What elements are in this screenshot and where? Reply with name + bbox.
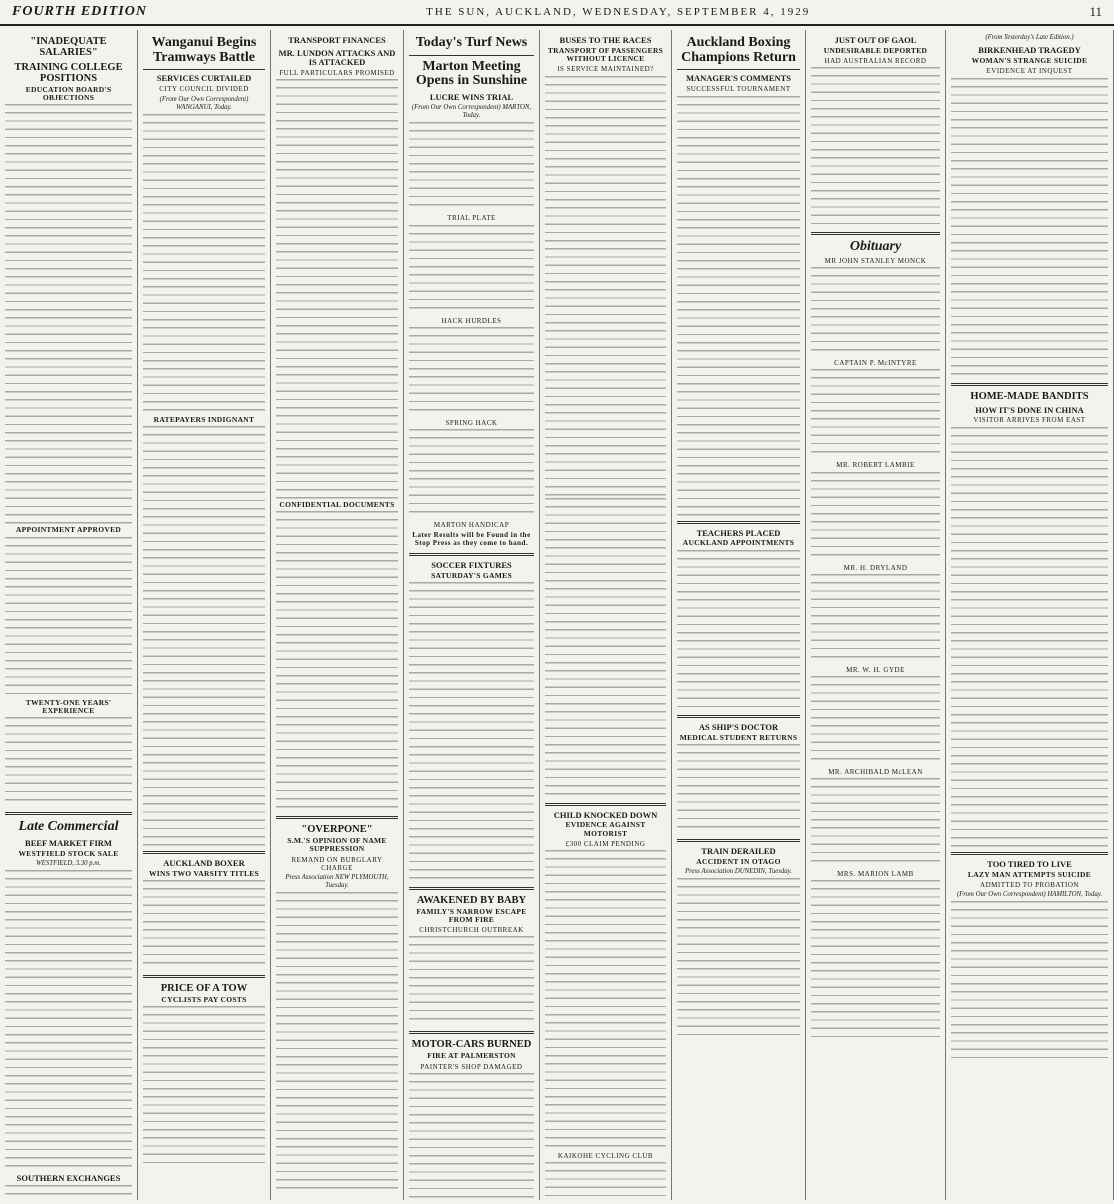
article-body <box>5 537 132 697</box>
article-body <box>677 878 800 1038</box>
caption: EVIDENCE AT INQUEST <box>986 67 1073 76</box>
headline: TRAIN DERAILED <box>701 845 776 856</box>
section-head: RATEPAYERS INDIGNANT <box>153 414 255 424</box>
article-body <box>811 67 940 227</box>
race-title: MARTON HANDICAP <box>433 521 510 529</box>
headline: MOTOR-CARS BURNED <box>411 1039 532 1051</box>
subhead: REMAND ON BURGLARY CHARGE <box>291 855 383 872</box>
article-body <box>409 225 534 315</box>
obituary-heading: Obituary <box>849 239 902 255</box>
column-6 <box>672 30 806 1200</box>
subhead: ACCIDENT IN OTAGO <box>696 856 781 866</box>
article-body <box>677 96 800 516</box>
headline: JUST OUT OF GAOL <box>834 35 917 45</box>
obituary-name: CAPTAIN P. McINTYRE <box>834 359 917 368</box>
article-body <box>409 1073 534 1200</box>
caption: IS SERVICE MAINTAINED? <box>557 65 654 74</box>
subhead: FIRE AT PALMERSTON <box>427 1051 516 1061</box>
column-2 <box>138 30 271 1200</box>
article-body <box>811 574 940 664</box>
headline: BIRKENHEAD TRAGEDY <box>978 45 1081 56</box>
headline: AS SHIP'S DOCTOR <box>698 721 779 732</box>
subhead: PAINTER'S SHOP DAMAGED <box>420 1062 523 1071</box>
headline: SOCCER FIXTURES <box>431 559 512 570</box>
subhead: CHRISTCHURCH OUTBREAK <box>419 926 524 935</box>
subhead: LUCRE WINS TRIAL <box>429 92 514 103</box>
dateline: WESTFIELD, 3.30 p.m. <box>36 859 101 867</box>
subhead: TRANSPORT OF PASSENGERS WITHOUT LICENCE <box>547 45 664 64</box>
article-body <box>276 79 398 499</box>
subhead: ADMITTED TO PROBATION <box>980 880 1079 889</box>
dateline: (From Our Own Correspondent) WANGANUI, Today. <box>159 95 249 111</box>
subhead: UNDESIRABLE DEPORTED <box>823 45 928 55</box>
masthead <box>0 0 1114 26</box>
dateline: (From Our Own Correspondent) HAMILTON, Today. <box>956 891 1103 898</box>
obituary-name: MRS. MARION LAMB <box>837 870 914 879</box>
page-number: 11 <box>1089 4 1102 19</box>
headline: BEEF MARKET FIRM <box>25 837 112 848</box>
subhead: WOMAN'S STRANGE SUICIDE <box>971 56 1088 66</box>
headline: AUCKLAND BOXER <box>163 858 245 869</box>
headline: TRAINING COLLEGE POSITIONS <box>14 62 123 85</box>
subhead: MEDICAL STUDENT RETURNS <box>679 732 798 742</box>
headline: CHILD KNOCKED DOWN <box>553 809 658 820</box>
headline: HOME-MADE BANDITS <box>970 390 1089 402</box>
subhead: MANAGER'S COMMENTS <box>685 73 792 84</box>
article-body <box>5 1185 132 1200</box>
obituary-name: MR. W. H. GYDE <box>846 665 905 674</box>
headline: SOUTHERN EXCHANGES <box>16 1173 121 1184</box>
section-head: TWENTY-ONE YEARS' EXPERIENCE <box>25 697 112 715</box>
kicker: TRANSPORT FINANCES <box>288 35 386 45</box>
edition-label: FOURTH EDITION <box>12 4 147 19</box>
article-body <box>409 122 534 212</box>
article-body <box>409 429 534 519</box>
subhead: AUCKLAND APPOINTMENTS <box>682 538 795 548</box>
headline: TEACHERS PLACED <box>696 527 781 538</box>
column-1 <box>0 30 138 1200</box>
stop-press-note: Later Results will be Found in the Stop Press as they come to hand. <box>412 531 531 548</box>
column-3 <box>271 30 404 1200</box>
subhead: LAZY MAN ATTEMPTS SUICIDE <box>967 869 1092 879</box>
subhead: WESTFIELD STOCK SALE <box>18 848 119 858</box>
article-body <box>811 778 940 868</box>
subhead: CYCLISTS PAY COSTS <box>161 995 247 1005</box>
headline: Wanganui Begins Tramways Battle <box>151 35 257 65</box>
article-body <box>951 427 1108 847</box>
obituary-name: MR. ARCHIBALD McLEAN <box>828 768 923 777</box>
article-body <box>143 426 265 846</box>
article-body <box>5 104 132 524</box>
subhead: EVIDENCE AGAINST MOTORIST <box>565 820 646 838</box>
headline: MR. LUNDON ATTACKS AND IS ATTACKED <box>278 47 396 67</box>
article-body <box>5 870 132 1170</box>
subhead: SATURDAY'S GAMES <box>431 570 512 580</box>
headline: AWAKENED BY BABY <box>416 894 527 906</box>
kicker: (From Yesterday's Late Edition.) <box>985 34 1074 41</box>
article-body <box>811 676 940 766</box>
subhead: EDUCATION BOARD'S OBJECTIONS <box>25 85 112 103</box>
column-8 <box>946 30 1114 1200</box>
section-head: KAIKOHE CYCLING CLUB <box>557 1152 654 1161</box>
article-body <box>677 744 800 834</box>
kicker: "INADEQUATE SALARIES" <box>30 36 107 59</box>
headline: Marton Meeting Opens in Sunshine <box>415 58 528 89</box>
commercial-heading: Late Commercial <box>18 819 119 835</box>
article-body <box>951 78 1108 378</box>
headline: PRICE OF A TOW <box>160 983 248 995</box>
article-body <box>811 472 940 562</box>
headline: Auckland Boxing Champions Return <box>681 35 796 65</box>
dateline: Press Association NEW PLYMOUTH, Tuesday. <box>285 874 389 890</box>
subhead: VISITOR ARRIVES FROM EAST <box>973 416 1086 425</box>
obituary-name: MR JOHN STANLEY MONCK <box>824 257 927 266</box>
article-body <box>545 1162 666 1200</box>
article-body <box>545 850 666 1150</box>
article-body <box>143 880 265 970</box>
article-body <box>5 717 132 807</box>
article-body <box>276 511 398 811</box>
obituary-name: MR. H. DRYLAND <box>843 563 908 572</box>
column-5 <box>540 30 672 1200</box>
article-body <box>409 582 534 882</box>
article-body <box>811 369 940 459</box>
subhead: WINS TWO VARSITY TITLES <box>148 869 260 879</box>
dateline: Press Association DUNEDIN, Tuesday. <box>684 867 793 875</box>
subhead: FULL PARTICULARS PROMISED <box>279 68 395 77</box>
section-head: APPOINTMENT APPROVED <box>15 525 122 535</box>
subhead: FAMILY'S NARROW ESCAPE FROM FIRE <box>416 906 527 924</box>
race-title: HACK HURDLES <box>441 316 502 325</box>
caption: HAD AUSTRALIAN RECORD <box>824 57 927 66</box>
article-body <box>143 1006 265 1166</box>
section-head: CONFIDENTIAL DOCUMENTS <box>279 499 395 509</box>
column-4 <box>404 30 540 1200</box>
article-body <box>811 880 940 1040</box>
article-body <box>545 76 666 496</box>
article-body <box>545 498 666 798</box>
article-body <box>409 327 534 417</box>
race-title: SPRING HACK <box>445 418 498 427</box>
subhead: S.M.'S OPINION OF NAME SUPPRESSION <box>287 836 387 854</box>
obituary-name: MR. ROBERT LAMBIE <box>836 461 915 470</box>
headline: TOO TIRED TO LIVE <box>987 858 1072 869</box>
dateline: (From Our Own Correspondent) MARTON, Today. <box>411 103 532 120</box>
caption: SUCCESSFUL TOURNAMENT <box>686 85 791 94</box>
headline: Today's Turf News <box>415 35 528 50</box>
article-body <box>677 550 800 710</box>
article-body <box>409 936 534 1026</box>
column-7 <box>806 30 946 1200</box>
subhead: £300 CLAIM PENDING <box>565 839 646 848</box>
article-body <box>951 901 1108 1061</box>
paper-dateline: THE SUN, AUCKLAND, WEDNESDAY, SEPTEMBER 4, 1929 <box>426 6 811 18</box>
subhead: HOW IT'S DONE IN CHINA <box>975 404 1084 415</box>
subhead: SERVICES CURTAILED <box>156 73 252 84</box>
headline: "OVERPONE" <box>301 824 373 836</box>
article-body <box>276 892 398 1192</box>
article-body <box>143 114 265 414</box>
caption: CITY COUNCIL DIVIDED <box>159 85 249 94</box>
race-title: TRIAL PLATE <box>447 214 496 223</box>
headline: BUSES TO THE RACES <box>559 35 652 45</box>
article-body <box>811 267 940 357</box>
